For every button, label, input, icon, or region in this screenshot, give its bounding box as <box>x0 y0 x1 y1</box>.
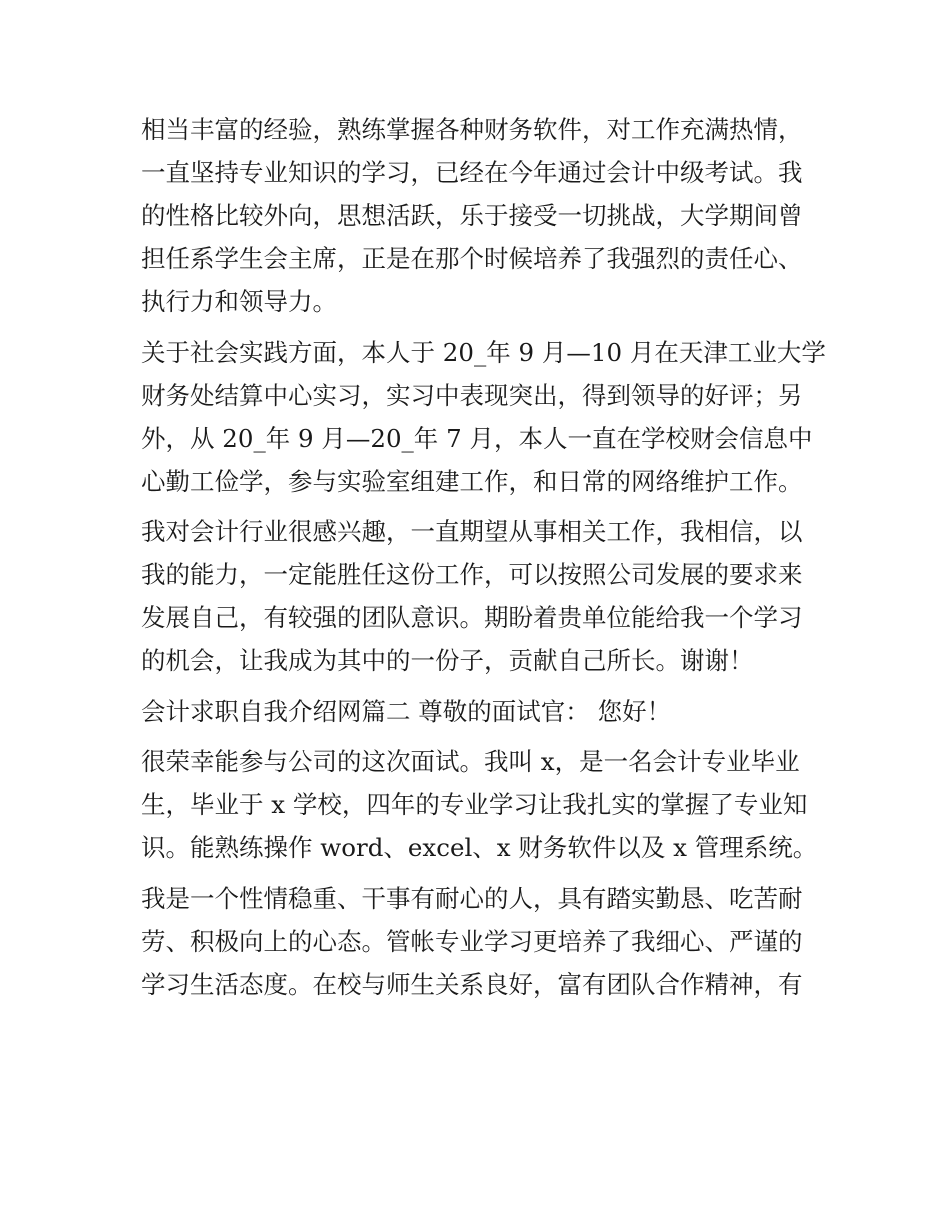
text-line: 的性格比较外向，思想活跃，乐于接受一切挑战，大学期间曾 <box>141 201 803 230</box>
text-line: 识。能熟练操作 word、excel、x 财务软件以及 x 管理系统。 <box>141 833 818 862</box>
text-line: 发展自己，有较强的团队意识。期盼着贵单位能给我一个学习 <box>141 603 803 632</box>
text-line: 执行力和领导力。 <box>141 287 337 316</box>
text-line: 心勤工俭学，参与实验室组建工作，和日常的网络维护工作。 <box>141 466 803 496</box>
document-body <box>141 108 826 1006</box>
text-line: 财务处结算中心实习，实习中表现突出，得到领导的好评；另 <box>141 380 803 410</box>
text-line: 外，从 20_年 9 月—20_年 7 月，本人一直在学校财会信息中 <box>141 423 813 453</box>
section-heading: 会计求职自我介绍网篇二 尊敬的面试官： 您好！ <box>141 696 672 726</box>
text-line: 的机会，让我成为其中的一份子，贡献自己所长。谢谢！ <box>141 646 754 675</box>
text-line: 我的能力，一定能胜任这份工作，可以按照公司发展的要求来 <box>141 560 803 589</box>
text-line: 劳、积极向上的心态。管帐专业学习更培养了我细心、严谨的 <box>141 926 803 956</box>
text-line: 很荣幸能参与公司的这次面试。我叫 x，是一名会计专业毕业 <box>141 747 800 776</box>
text-line: 担任系学生会主席，正是在那个时候培养了我强烈的责任心、 <box>141 244 803 273</box>
text-line: 学习生活态度。在校与师生关系良好，富有团队合作精神，有 <box>141 969 803 999</box>
text-line: 关于社会实践方面，本人于 20_年 9 月—10 月在天津工业大学 <box>141 337 826 367</box>
text-line: 相当丰富的经验，熟练掌握各种财务软件，对工作充满热情， <box>141 115 803 144</box>
text-line: 我是一个性情稳重、干事有耐心的人，具有踏实勤恳、吃苦耐 <box>141 883 803 913</box>
text-line: 我对会计行业很感兴趣，一直期望从事相关工作，我相信，以 <box>141 517 803 546</box>
text-line: 一直坚持专业知识的学习，已经在今年通过会计中级考试。我 <box>141 158 803 187</box>
text-line: 生，毕业于 x 学校，四年的专业学习让我扎实的掌握了专业知 <box>141 790 808 819</box>
